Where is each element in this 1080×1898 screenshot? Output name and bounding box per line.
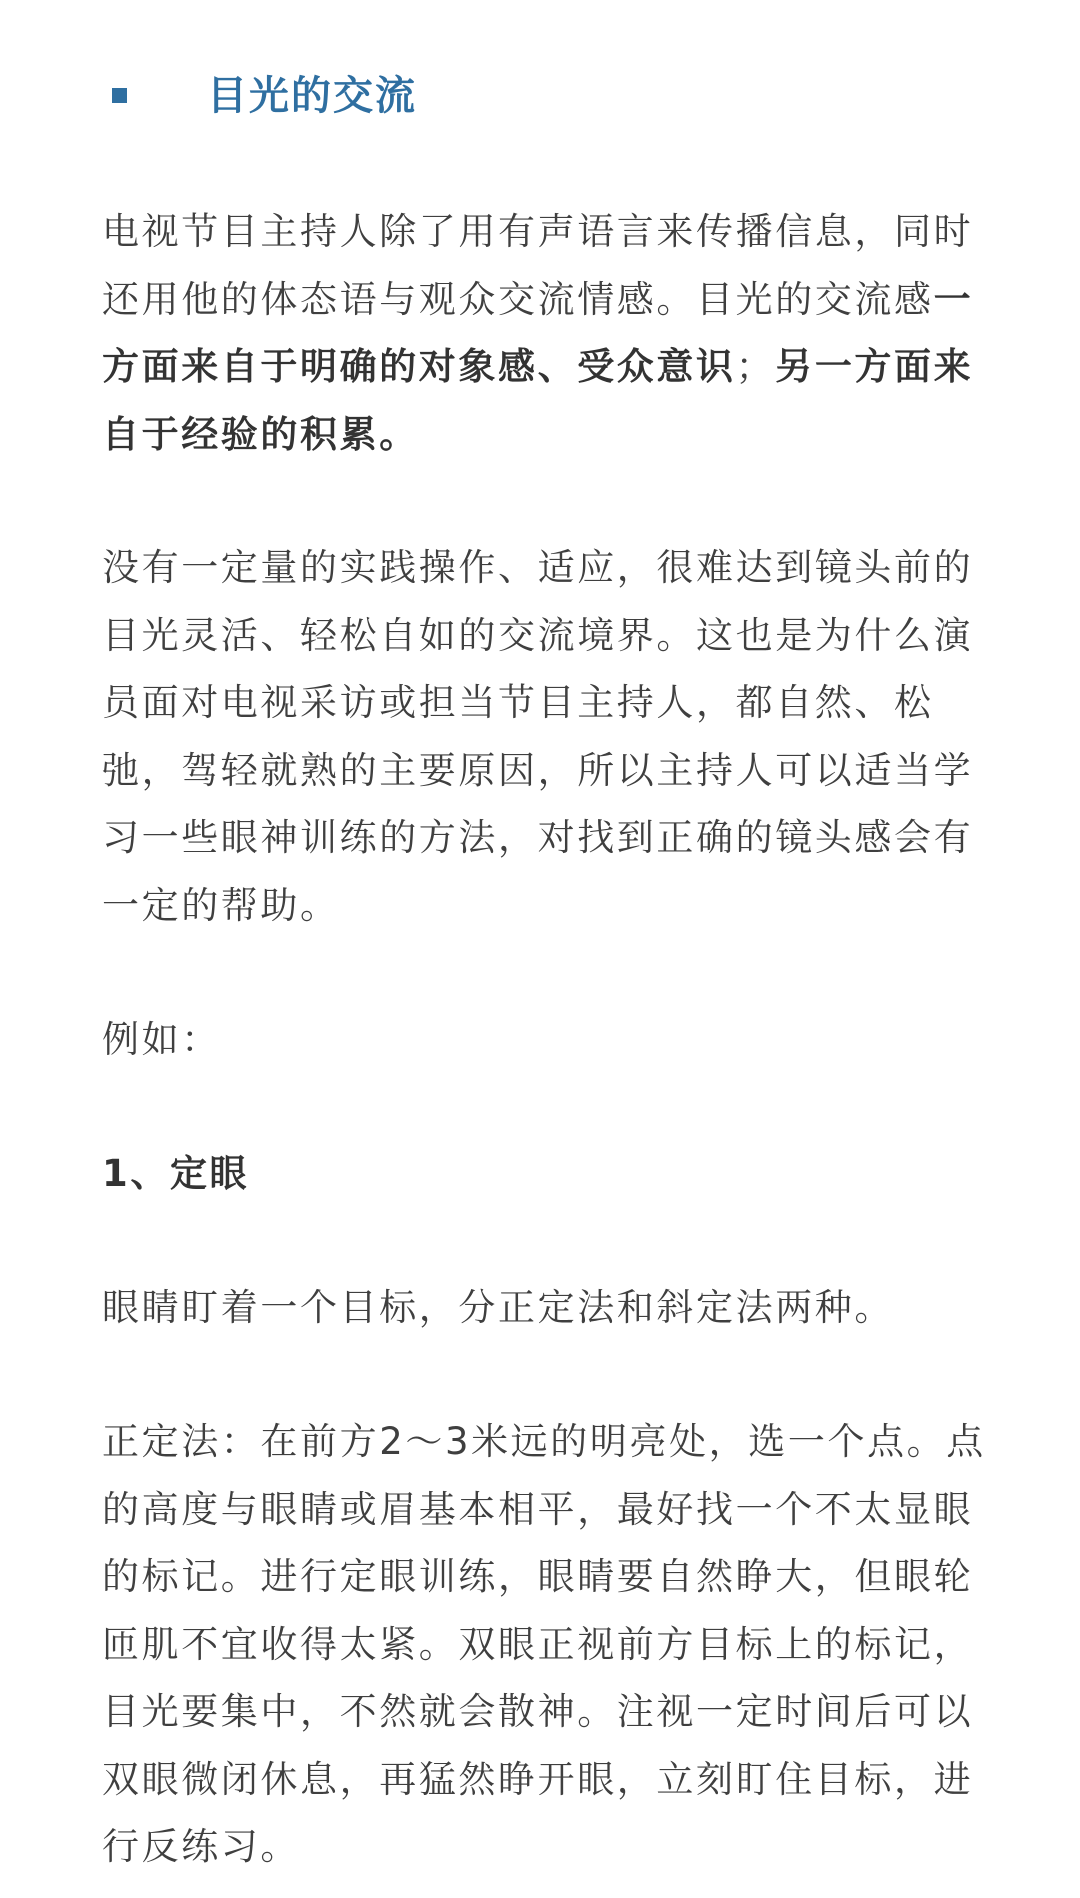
paragraph-text: 电视节目主持人除了用有声语言来传播信息，同时还用他的体态语与观众交流情感。目光的交流感 <box>102 210 974 321</box>
paragraph-eye-contact-intro <box>102 198 992 468</box>
square-bullet-icon <box>112 88 127 103</box>
section-heading <box>102 60 992 130</box>
section-title: 目光的交流 <box>207 73 417 119</box>
paragraph-fixed-gaze-intro: 眼睛盯着一个目标，分正定法和斜定法两种。 <box>102 1286 894 1329</box>
paragraph-practice: 没有一定量的实践操作、适应，很难达到镜头前的目光灵活、轻松自如的交流境界。这也是为什么演员面对电视采访或担当节目主持人，都自然、松弛，驾轻就熟的主要原因，所以主持人可以适当学习一些眼神训练的方法，对找到正确的镜头感会有一定的帮助。 <box>102 546 974 927</box>
bold-text: 一方面来自于明确的对象感、受众意识 <box>102 277 974 388</box>
bold-text: 另一方面来自于经验的积累。 <box>102 345 974 456</box>
paragraph-example-label: 例如： <box>102 1018 221 1061</box>
subheading-fixed-gaze: 1、定眼 <box>102 1152 250 1195</box>
paragraph-front-fixed-method: 正定法：在前方2～3米远的明亮处，选一个点。点的高度与眼睛或眉基本相平，最好找一个不太显眼的标记。进行定眼训练，眼睛要自然睁大，但眼轮匝肌不宜收得太紧。双眼正视前方目标上的标记，目光要集中，不然就会散神。注视一定时间后可以双眼微闭休息，再猛然睁开眼，立刻盯住目标，进行反练习。 <box>102 1420 986 1868</box>
paragraph-text: ； <box>735 345 776 388</box>
